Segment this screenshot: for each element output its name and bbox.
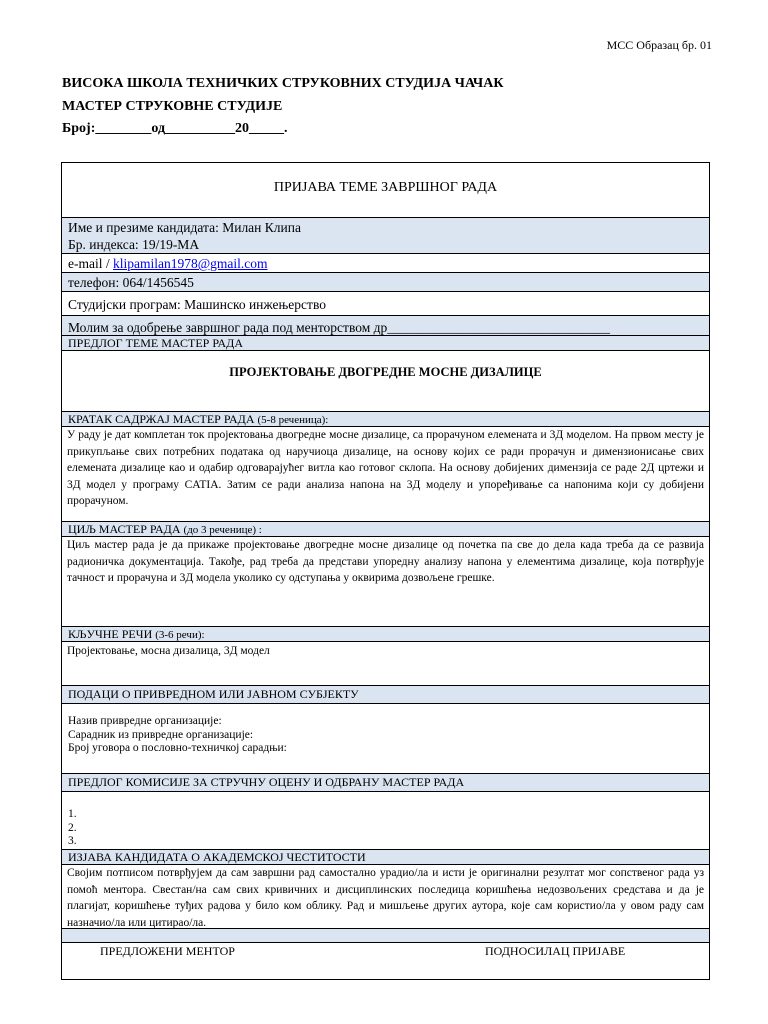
candidate-block [62,217,709,253]
form-code: МСС Образац бр. 01 [606,38,712,52]
index-line [68,236,709,253]
signature-row [62,942,709,981]
applicant-signature-line [443,979,693,980]
company-contract-line: Број уговора о пословно-техничкој сарадњи: [68,742,287,754]
company-contact-line: Сарадник из привредне организације: [68,728,254,741]
application-form [61,162,710,980]
email-row [62,253,709,272]
candidate-name-label: Име и презиме кандидата: [68,220,219,235]
summary-cell [62,426,709,521]
mentor-request-row: Молим за одобрење завршног рада под менторством др_________________________________ [62,315,709,335]
company-cell [62,703,709,773]
email-label: e-mail / [68,256,110,271]
topic-cell [62,350,709,411]
statement-label: ИЗЈАВА КАНДИДАТА О АКАДЕМСКОЈ ЧЕСТИТОСТИ [62,849,709,864]
document-number-line: Број:________од__________20_____. [62,121,288,136]
summary-text: У раду је дат комплетан ток пројектовања двогредне мосне дизалице, са прорачуном елемената и 3Д моделом. На првом месту је прикупљање свих потребних података од наручиоца дизалице, на основу којих се ради прорачун и димензионисање свих елемената дизалице као и одабир одговарајућег витла као готовог склопа. На основу добијених димензија се раде 2Д цртежи и 3Д модел у програму CATIA. Затим се ради анализа напона на 3Д моделу и упоређивање са напонима који су добијени прорачуном. [67,429,704,507]
statement-cell [62,864,709,928]
study-program-label: Студијски програм: [68,297,181,312]
committee-member-2: 2. [68,821,77,834]
topic-title: ПРОЈЕКТОВАЊЕ ДВОГРЕДНЕ МОСНЕ ДИЗАЛИЦЕ [229,365,542,379]
statement-text: Својим потписом потврђујем да сам завршни рад самостално урадио/ла и исти је оригинални резултат мог сопственог рада уз помоћ ментора. Свестан/на сам свих кривичних и дисциплинских последица коришћења недозвољених средстава и да је плагијат, коришћење туђих радова у било ком облику. Рад и мишљење других аутора, које сам користио/ла у овом раду сам назначио/ла или цитирао/ла. [67,867,704,928]
phone-row [62,272,709,291]
study-program-value: Машинско инжењерство [184,297,326,312]
goal-hint: (до 3 реченице) : [183,524,262,536]
mentor-signature-line [68,979,284,980]
committee-label: ПРЕДЛОГ КОМИСИЈЕ ЗА СТРУЧНУ ОЦЕНУ И ОДБРАНУ МАСТЕР РАДА [62,773,709,791]
keywords-cell [62,641,709,685]
index-value: 19/19-МА [142,237,200,252]
company-label: ПОДАЦИ О ПРИВРЕДНОМ ИЛИ ЈАВНОМ СУБЈЕКТУ [62,685,709,703]
candidate-name-value: Милан Клипа [222,220,301,235]
study-program-row [62,291,709,315]
keywords-text: Пројектовање, мосна дизалица, 3Д модел [67,645,270,657]
email-link[interactable]: klipamilan1978@gmail.com [112,256,268,271]
keywords-label-row [62,626,709,641]
mentor-signature-label: ПРЕДЛОЖЕНИ МЕНТОР [100,944,235,958]
committee-member-3: 3. [68,835,77,847]
phone-label: телефон: [68,275,120,290]
study-level: МАСТЕР СТРУКОВНЕ СТУДИЈЕ [62,99,283,114]
company-name-line: Назив привредне организације: [68,715,222,727]
school-name: ВИСОКА ШКОЛА ТЕХНИЧКИХ СТРУКОВНИХ СТУДИЈА ЧАЧАК [62,76,504,91]
summary-hint: (5-8 реченица): [257,414,329,426]
keywords-label: КЉУЧНЕ РЕЧИ [68,627,153,641]
goal-label: ЦИЉ МАСТЕР РАДА [68,522,181,536]
topic-label: ПРЕДЛОГ ТЕМЕ МАСТЕР РАДА [62,335,709,350]
index-label: Бр. индекса: [68,237,139,252]
keywords-hint: (3-6 речи): [155,629,205,641]
goal-label-row [62,521,709,536]
goal-cell [62,536,709,626]
goal-text: Циљ мастер рада је да прикаже пројектовање двогредне мосне дизалице од почетка па све до дела када треба да се развија радионичка документација. Такође, рад треба да представи упоредну анализу напона у елементима дизалице, која потврђује тачност и прорачуна и 3Д модела уколико су одступања у оквирима дозвољене грешке. [67,539,704,584]
form-title: ПРИЈАВА ТЕМЕ ЗАВРШНОГ РАДА [273,180,498,195]
committee-member-1: 1. [68,808,77,820]
phone-value: 064/1456545 [122,275,194,290]
committee-cell [62,791,709,849]
candidate-name-line [68,219,709,236]
summary-label-row [62,411,709,426]
statement-spacer [62,928,709,942]
summary-label: КРАТАК САДРЖАЈ МАСТЕР РАДА [68,412,255,426]
applicant-signature-label: ПОДНОСИЛАЦ ПРИЈАВЕ [485,944,626,958]
